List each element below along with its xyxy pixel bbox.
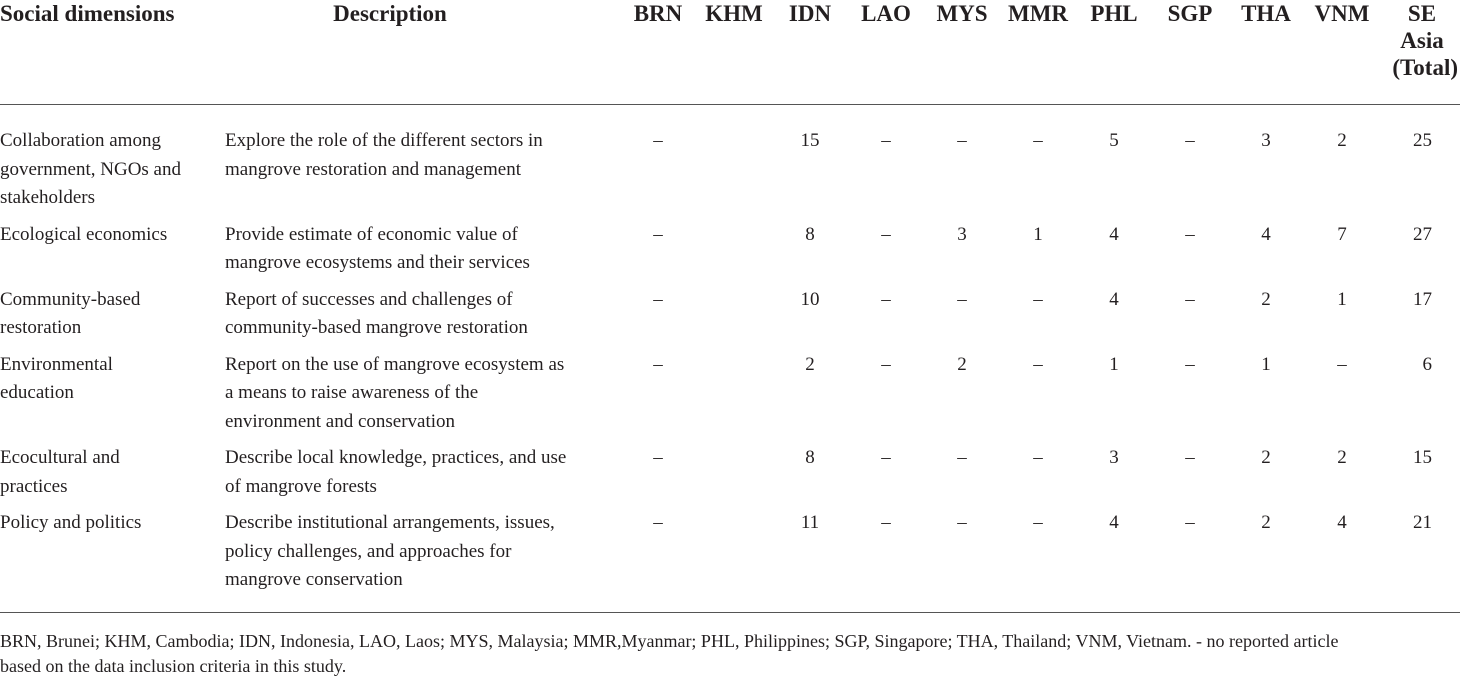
cell-value: 4 [1261, 223, 1271, 245]
cell-value: 3 [1109, 447, 1119, 468]
cell-value: – [848, 509, 924, 612]
description-line: a means to raise awareness of the [225, 382, 479, 403]
cell-value: – [881, 288, 891, 310]
table-row [0, 444, 1460, 509]
cell-value: 2 [1337, 447, 1347, 468]
cell-value: – [1185, 223, 1195, 245]
cell-description [220, 444, 620, 509]
cell-value: 7 [1337, 223, 1347, 245]
cell-value: – [881, 223, 891, 245]
cell-value: – [1152, 509, 1228, 612]
cell-value [696, 351, 772, 445]
cell-description [220, 351, 620, 445]
dimension-line: stakeholders [0, 187, 95, 208]
cell-value: – [957, 447, 967, 468]
cell-total: 15 [1413, 447, 1432, 468]
cell-value: 1 [1033, 223, 1043, 245]
header-total-line3: (Total) [1392, 55, 1458, 80]
cell-total: 17 [1413, 288, 1432, 310]
cell-value: – [1185, 130, 1195, 151]
cell-value [696, 105, 772, 221]
cell-dimension [0, 351, 220, 445]
table-row [0, 286, 1460, 351]
dimension-line: Policy and politics [0, 512, 142, 533]
cell-value: 2 [805, 353, 815, 375]
cell-value: 1 [1261, 353, 1271, 375]
dimension-line: Ecocultural and [0, 447, 120, 468]
table-footnote [0, 629, 1460, 678]
cell-value [696, 286, 772, 351]
dimension-line: Ecological economics [0, 223, 168, 245]
cell-total: 25 [1413, 130, 1432, 151]
header-description: Description [220, 0, 620, 105]
table-row [0, 105, 1460, 221]
dimension-line: Environmental [0, 353, 113, 375]
description-line: Provide estimate of economic value of [225, 223, 518, 245]
header-country: MYS [924, 0, 1000, 105]
cell-value: – [881, 447, 891, 468]
footnote-line: BRN, Brunei; KHM, Cambodia; IDN, Indonesia, LAO, Laos; MYS, Malaysia; MMR,Myanmar; PHL, Philippines; SGP, Singapore; THA, Thailand; VNM, Vietnam. - no reported article [0, 631, 1339, 651]
dimension-line: government, NGOs and [0, 158, 181, 180]
cell-dimension [0, 286, 220, 351]
cell-value: 10 [800, 288, 820, 310]
cell-total: 21 [1380, 509, 1460, 612]
cell-value: – [957, 130, 967, 151]
cell-value: 4 [1304, 509, 1380, 612]
dimension-line: Collaboration among [0, 130, 161, 151]
dimension-line: education [0, 382, 74, 403]
cell-value: – [881, 130, 891, 151]
cell-value: 2 [957, 353, 967, 375]
cell-value: – [957, 288, 967, 310]
header-row [0, 0, 1460, 105]
cell-description [220, 286, 620, 351]
header-country: PHL [1076, 0, 1152, 105]
description-line: Report of successes and challenges of [225, 288, 513, 310]
cell-value: – [1033, 288, 1043, 310]
cell-value: – [1185, 447, 1195, 468]
cell-value: – [1033, 130, 1043, 151]
header-dimension: Social dimensions [0, 0, 220, 105]
table-body [0, 105, 1460, 613]
description-line: mangrove conservation [225, 569, 403, 590]
header-country: BRN [620, 0, 696, 105]
cell-value: – [620, 509, 696, 612]
cell-value: – [653, 447, 663, 468]
cell-value: – [1033, 447, 1043, 468]
cell-value: 8 [805, 447, 815, 468]
cell-value: 2 [1337, 130, 1347, 151]
cell-dimension [0, 221, 220, 286]
header-total-line1: SE [1407, 1, 1437, 26]
cell-value: 3 [957, 223, 967, 245]
cell-value [696, 444, 772, 509]
cell-value: 4 [1109, 223, 1119, 245]
table-row [0, 221, 1460, 286]
header-country: SGP [1152, 0, 1228, 105]
cell-value: 2 [1228, 509, 1304, 612]
description-line: Describe institutional arrangements, issues, [225, 512, 555, 533]
cell-total: 27 [1413, 223, 1432, 245]
cell-value: 5 [1109, 130, 1119, 151]
description-line: Describe local knowledge, practices, and use [225, 447, 567, 468]
cell-dimension [0, 509, 220, 612]
cell-value: 4 [1076, 509, 1152, 612]
cell-value: 4 [1109, 288, 1119, 310]
description-line: policy challenges, and approaches for [225, 540, 512, 562]
description-line: mangrove restoration and management [225, 158, 521, 180]
header-country: LAO [848, 0, 924, 105]
header-country: THA [1228, 0, 1304, 105]
cell-value: – [924, 509, 1000, 612]
cell-value: – [653, 130, 663, 151]
cell-value: 2 [1261, 447, 1271, 468]
dimension-line: restoration [0, 317, 82, 338]
cell-total: 6 [1422, 353, 1432, 375]
cell-value: – [1033, 353, 1043, 375]
cell-value: – [881, 353, 891, 375]
cell-description [220, 221, 620, 286]
dimension-line: Community-based [0, 288, 141, 310]
header-total [1380, 0, 1460, 105]
description-line: community-based mangrove restoration [225, 317, 528, 338]
cell-value: – [1185, 353, 1195, 375]
cell-value: – [1000, 509, 1076, 612]
description-line: environment and conservation [225, 410, 456, 432]
cell-value: 2 [1261, 288, 1271, 310]
cell-value: – [653, 353, 663, 375]
cell-value: – [653, 223, 663, 245]
table-row [0, 351, 1460, 445]
cell-value: 15 [800, 130, 820, 151]
cell-dimension [0, 444, 220, 509]
description-line: Explore the role of the different sectors in [225, 130, 543, 151]
header-country: MMR [1000, 0, 1076, 105]
cell-value: 1 [1337, 288, 1347, 310]
header-country: IDN [772, 0, 848, 105]
cell-value: 8 [805, 223, 815, 245]
cell-description [220, 105, 620, 221]
description-line: mangrove ecosystems and their services [225, 252, 530, 273]
cell-value [696, 509, 772, 612]
header-country: VNM [1304, 0, 1380, 105]
description-line: Report on the use of mangrove ecosystem as [225, 353, 565, 375]
cell-value: 3 [1261, 130, 1271, 151]
cell-value: – [653, 288, 663, 310]
cell-description [220, 509, 620, 612]
cell-value: 1 [1109, 353, 1119, 375]
footnote-line: based on the data inclusion criteria in this study. [0, 655, 347, 676]
table-row [0, 509, 1460, 612]
dimension-line: practices [0, 475, 68, 497]
description-line: of mangrove forests [225, 475, 377, 497]
cell-value: – [1185, 288, 1195, 310]
cell-value: – [1337, 353, 1347, 375]
cell-value: 11 [772, 509, 848, 612]
cell-value [696, 221, 772, 286]
header-total-line2: Asia [1400, 28, 1444, 53]
cell-dimension [0, 105, 220, 221]
header-country: KHM [696, 0, 772, 105]
